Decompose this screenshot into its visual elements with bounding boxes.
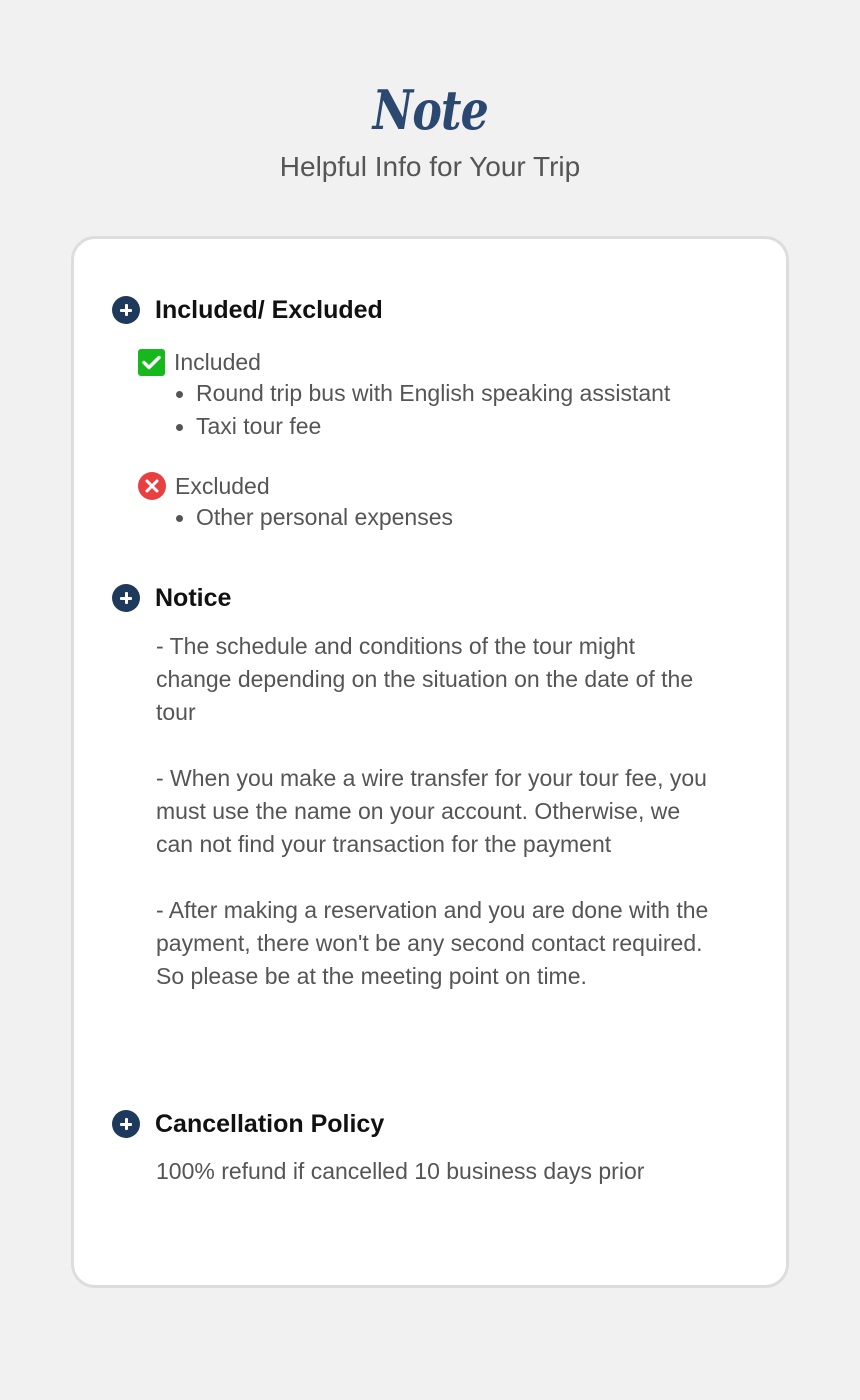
cancellation-title: Cancellation Policy bbox=[155, 1109, 385, 1138]
included-list bbox=[112, 377, 752, 443]
notice-paragraph: - When you make a wire transfer for your tour fee, you must use the name on your account. Otherwise, we can not find your transaction for the payment bbox=[156, 765, 707, 857]
included-excluded-title: Included/ Excluded bbox=[155, 295, 383, 324]
info-card bbox=[71, 236, 789, 1288]
cancellation-text: 100% refund if cancelled 10 business days prior bbox=[156, 1158, 645, 1184]
excluded-subheader bbox=[138, 471, 752, 501]
included-excluded-section bbox=[112, 294, 752, 534]
excluded-list bbox=[112, 501, 752, 534]
page-title: Note bbox=[372, 78, 488, 142]
check-box-icon bbox=[138, 349, 165, 376]
cancellation-header[interactable] bbox=[112, 1108, 752, 1140]
notice-header[interactable] bbox=[112, 582, 752, 614]
notice-paragraph: - After making a reservation and you are done with the payment, there won't be any second contact required. So please be at the meeting point on time. bbox=[156, 897, 709, 989]
list-item: Taxi tour fee bbox=[112, 410, 752, 443]
x-circle-icon bbox=[138, 472, 166, 500]
included-subheader bbox=[138, 347, 752, 377]
included-label: Included bbox=[174, 348, 261, 375]
list-item: Round trip bus with English speaking assistant bbox=[112, 377, 752, 410]
plus-circle-icon[interactable] bbox=[112, 584, 140, 612]
plus-circle-icon[interactable] bbox=[112, 296, 140, 324]
page-subtitle: Helpful Info for Your Trip bbox=[279, 151, 581, 182]
notice-section bbox=[112, 582, 752, 993]
list-item: Other personal expenses bbox=[112, 501, 752, 534]
notice-title: Notice bbox=[155, 583, 232, 612]
cancellation-section bbox=[112, 1108, 752, 1188]
page-header bbox=[0, 78, 860, 184]
notice-paragraph: - The schedule and conditions of the tour might change depending on the situation on the date of the tour bbox=[156, 633, 694, 725]
excluded-label: Excluded bbox=[175, 472, 270, 499]
plus-circle-icon[interactable] bbox=[112, 1110, 140, 1138]
included-excluded-header[interactable] bbox=[112, 294, 752, 326]
